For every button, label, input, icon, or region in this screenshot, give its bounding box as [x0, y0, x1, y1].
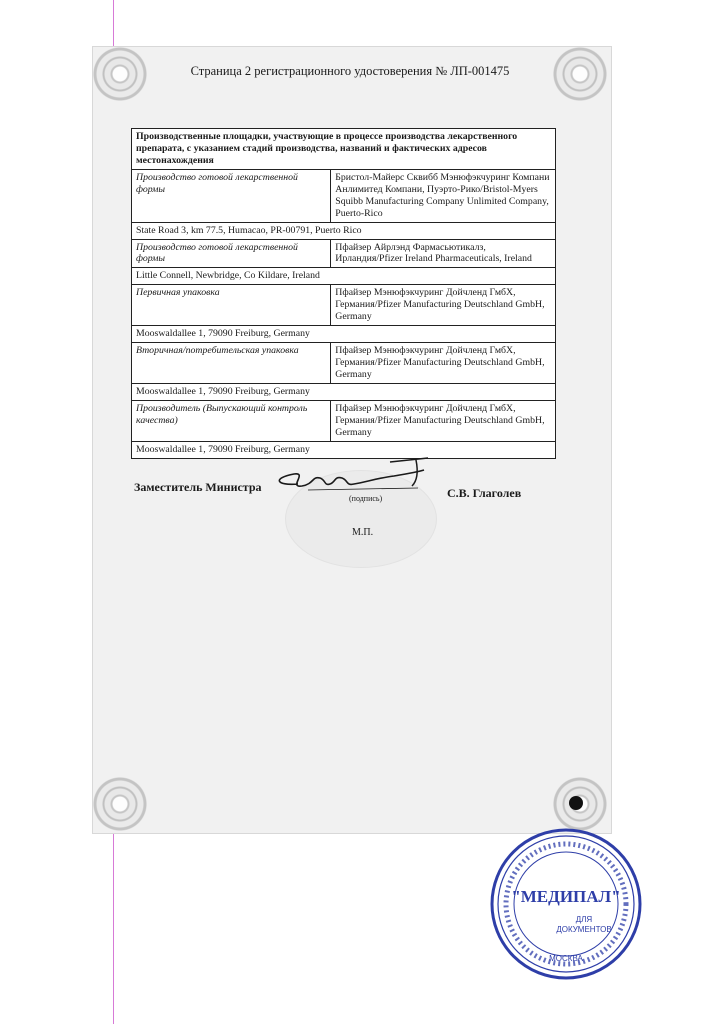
address-row: [132, 383, 556, 400]
handwritten-signature: [268, 454, 438, 498]
company-cell: Пфайзер Мэнюфэкчуринг Дойчленд ГмбХ, Германия/Pfizer Manufacturing Deutschland GmbH, Germany: [331, 285, 556, 326]
table-row: [132, 239, 556, 268]
production-sites-table: [131, 128, 556, 459]
stage-cell: Вторичная/потребительская упаковка: [132, 343, 331, 384]
company-seal-stamp: [486, 824, 646, 984]
stage-cell: Производитель (Выпускающий контроль качества): [132, 400, 331, 441]
seal-center-text: "МЕДИПАЛ": [511, 887, 621, 906]
address-row: [132, 326, 556, 343]
guilloche-corner-bottom-left: [92, 776, 148, 832]
address-cell: Mooswaldallee 1, 79090 Freiburg, Germany: [132, 326, 556, 343]
address-row: [132, 268, 556, 285]
table-row: [132, 169, 556, 222]
address-cell: Mooswaldallee 1, 79090 Freiburg, Germany: [132, 441, 556, 458]
signatory-name: С.В. Глаголев: [447, 486, 522, 500]
punch-hole: [569, 796, 583, 810]
company-cell: Пфайзер Мэнюфэкчуринг Дойчленд ГмбХ, Германия/Pfizer Manufacturing Deutschland GmbH, Germany: [331, 343, 556, 384]
signature-caption: (подпись): [349, 494, 383, 503]
company-cell: Пфайзер Айрлэнд Фармасьютикалз, Ирландия/Pfizer Ireland Pharmaceuticals, Ireland: [331, 239, 556, 268]
seal-line2: ДОКУМЕНТОВ: [556, 925, 612, 934]
stage-cell: Первичная упаковка: [132, 285, 331, 326]
table-row: [132, 400, 556, 441]
seal-line1: ДЛЯ: [575, 915, 593, 924]
company-cell: Бристол-Майерс Сквибб Мэнюфэкчуринг Компани Анлимитед Компани, Пуэрто-Рико/Bristol-Myers Squibb Manufacturing Company Unlimited Company, Puerto-Rico: [331, 169, 556, 222]
table-row: [132, 285, 556, 326]
address-cell: State Road 3, km 77.5, Humacao, PR-00791, Puerto Rico: [132, 222, 556, 239]
table-row: [132, 343, 556, 384]
page-title: Страница 2 регистрационного удостоверения № ЛП-001475: [190, 64, 510, 78]
stage-cell: Производство готовой лекарственной формы: [132, 169, 331, 222]
signatory-position: Заместитель Министра: [134, 480, 262, 494]
company-cell: Пфайзер Мэнюфэкчуринг Дойчленд ГмбХ, Германия/Pfizer Manufacturing Deutschland GmbH, Germany: [331, 400, 556, 441]
seal-city: МОСКВА: [549, 954, 583, 963]
stage-cell: Производство готовой лекарственной формы: [132, 239, 331, 268]
address-row: [132, 222, 556, 239]
table-header-row: [132, 129, 556, 170]
address-cell: Little Connell, Newbridge, Co Kildare, Ireland: [132, 268, 556, 285]
seal-place-label: М.П.: [352, 527, 374, 538]
table-heading: Производственные площадки, участвующие в процессе производства лекарственного препарата, с указанием стадий производства, названий и фактических адресов местонахождения: [132, 129, 556, 170]
address-cell: Mooswaldallee 1, 79090 Freiburg, Germany: [132, 383, 556, 400]
